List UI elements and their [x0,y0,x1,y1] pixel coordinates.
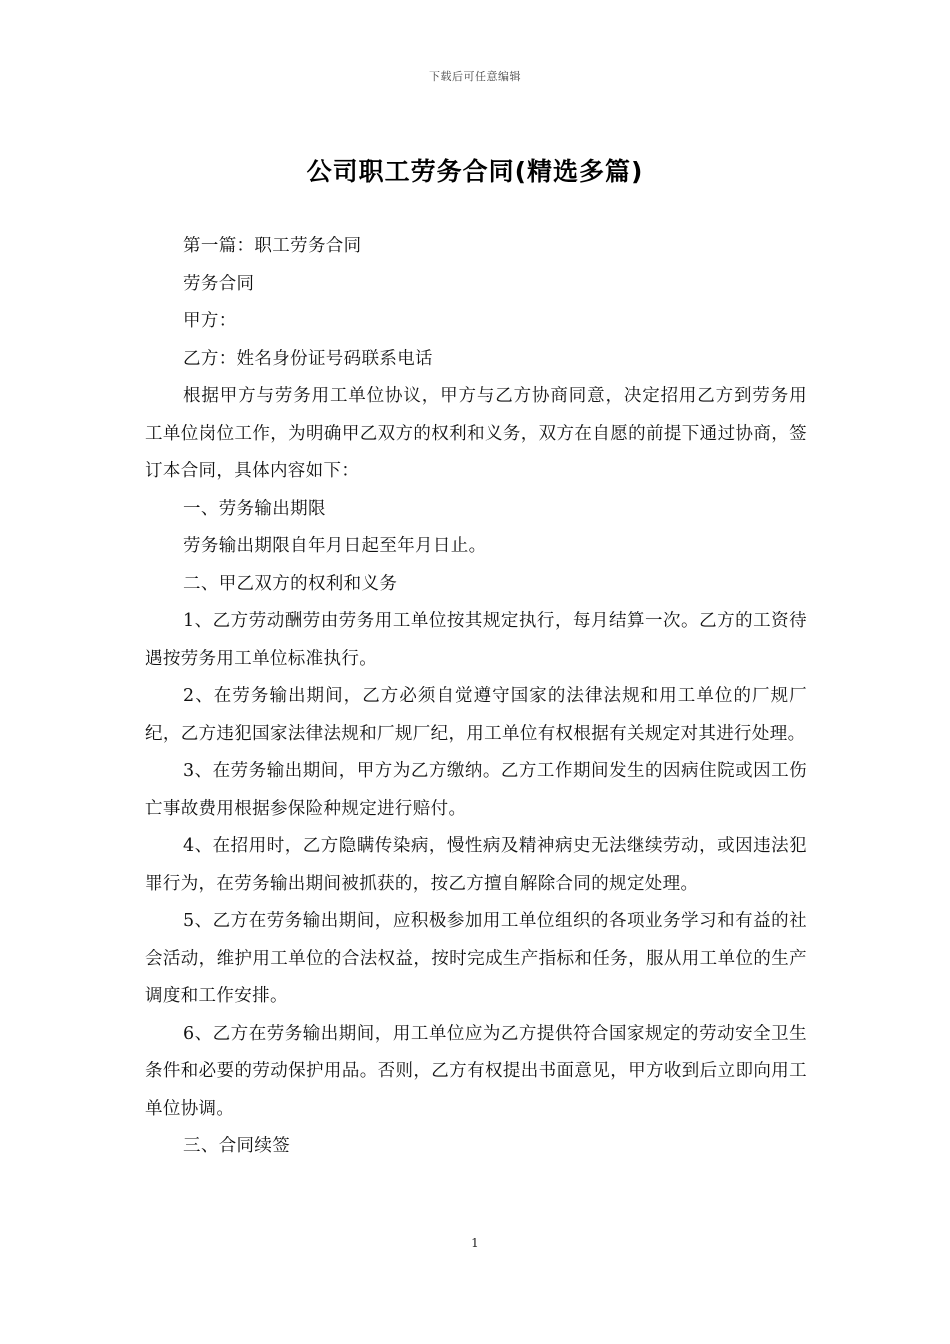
clause-paragraph: 2、在劳务输出期间，乙方必须自觉遵守国家的法律法规和用工单位的厂规厂纪，乙方违犯国家法律法规和厂规厂纪，用工单位有权根据有关规定对其进行处理。 [145,686,807,744]
clause-paragraph: 劳务输出期限自年月日起至年月日止。 [183,536,487,556]
document-body [145,228,807,1166]
document-title: 公司职工劳务合同(精选多篇) [306,157,644,186]
clause-paragraph: 6、乙方在劳务输出期间，用工单位应为乙方提供符合国家规定的劳动安全卫生条件和必要的劳动保护用品。否则，乙方有权提出书面意见，甲方收到后立即向用工单位协调。 [145,1023,807,1119]
clause-paragraph: 4、在招用时，乙方隐瞒传染病，慢性病及精神病史无法继续劳动，或因违法犯罪行为，在劳务输出期间被抓获的，按乙方擅自解除合同的规定处理。 [145,836,807,894]
clause-paragraph: 5、乙方在劳务输出期间，应积极参加用工单位组织的各项业务学习和有益的社会活动，维护用工单位的合法权益，按时完成生产指标和任务，服从用工单位的生产调度和工作安排。 [145,911,807,1006]
clause-heading: 一、劳务输出期限 [183,498,326,519]
clause-paragraph: 1、乙方劳动酬劳由劳务用工单位按其规定执行，每月结算一次。乙方的工资待遇按劳务用工单位标准执行。 [145,611,807,669]
page-number: 1 [471,1236,479,1250]
clause-heading: 三、合同续签 [183,1136,291,1156]
party-b-line: 乙方：姓名身份证号码联系电话 [183,348,433,369]
intro-paragraph: 根据甲方与劳务用工单位协议，甲方与乙方协商同意，决定招用乙方到劳务用工单位岗位工作，为明确甲乙双方的权利和义务，双方在自愿的前提下通过协商，签订本合同，具体内容如下： [145,386,807,481]
party-a-line: 甲方： [183,311,237,331]
contract-name: 劳务合同 [183,273,255,294]
clause-heading: 二、甲乙双方的权利和义务 [183,573,398,594]
clause-paragraph: 3、在劳务输出期间，甲方为乙方缴纳。乙方工作期间发生的因病住院或因工伤亡事故费用根据参保险种规定进行赔付。 [145,761,807,819]
header-note: 下载后可任意编辑 [429,70,521,83]
section-heading: 第一篇：职工劳务合同 [183,236,362,256]
